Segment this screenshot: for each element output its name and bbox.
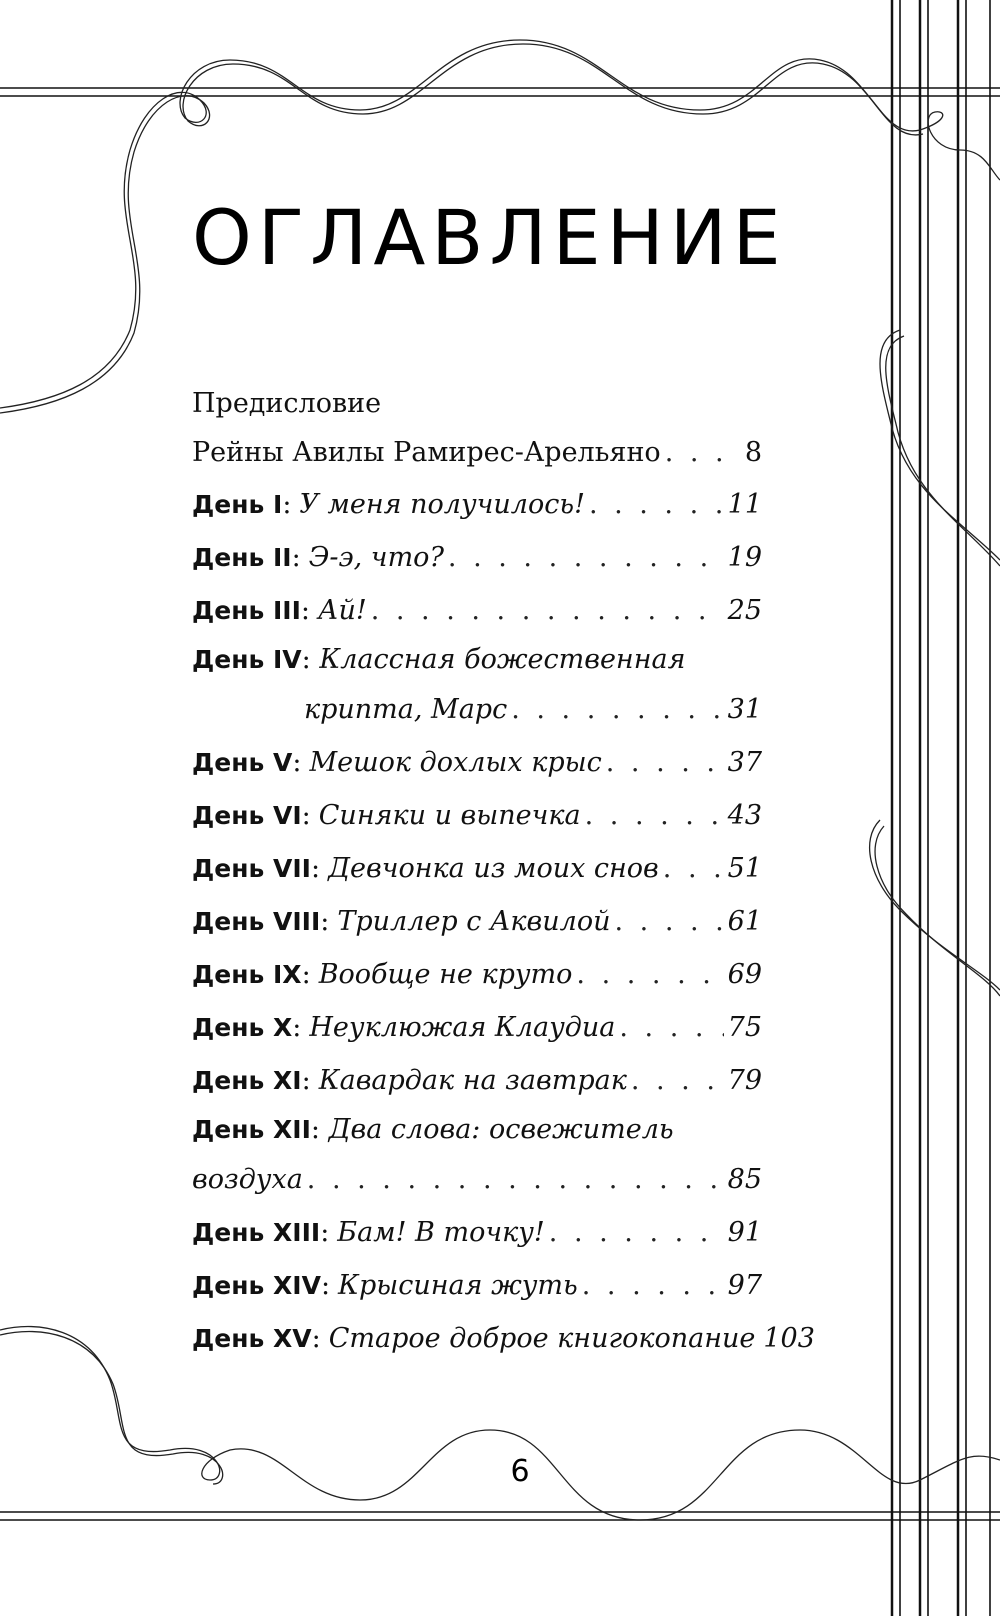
chapter-title: У меня получилось! [299, 489, 585, 520]
page-ref: 51 [727, 853, 762, 884]
page-ref: 8 [744, 437, 762, 468]
page-ref: 79 [727, 1065, 762, 1096]
chapter-title: Два слова: освежитель [328, 1114, 674, 1145]
preface-heading: Предисловие [192, 388, 382, 419]
day-label: День XI [192, 1066, 302, 1095]
leader-dots [665, 428, 741, 478]
day-label: День VII [192, 854, 311, 883]
page-title: ОГЛАВЛЕНИЕ [192, 193, 787, 282]
toc-entry[interactable]: День X : Неуклюжая Клаудиа . . . 75 [192, 1001, 762, 1054]
leader-dots [663, 842, 724, 895]
toc-entry[interactable]: День XV : Старое доброе книгокопание 103 [192, 1312, 762, 1365]
leader-dots [371, 584, 724, 637]
leader-dots [589, 478, 724, 531]
chapter-title: Мешок дохлых крыс [309, 747, 602, 778]
chapter-title: Синяки и выпечка [318, 800, 581, 831]
chapter-title: Триллер с Аквилой [337, 906, 611, 937]
toc-entry[interactable]: День XI : Кавардак на завтрак . . . 79 [192, 1054, 762, 1107]
page-ref: 91 [727, 1217, 762, 1248]
chapter-title: Бам! В точку! [337, 1217, 545, 1248]
chapter-title: Крысиная жуть [338, 1270, 578, 1301]
day-label: День VI [192, 801, 302, 830]
leader-dots [448, 531, 724, 584]
chapter-title: Классная божественная [319, 644, 686, 675]
page-ref: 37 [727, 747, 762, 778]
chapter-title-continued: воздуха [192, 1164, 303, 1195]
chapter-title: Кавардак на завтрак [318, 1065, 627, 1096]
toc-entry[interactable]: День XIV : Крысиная жуть . . . 97 [192, 1259, 762, 1312]
toc-entry-wrapped-first-line[interactable]: День XII: Два слова: освежитель [192, 1114, 674, 1145]
day-label: День II [192, 543, 292, 572]
leader-dots [619, 1001, 723, 1054]
leader-dots [307, 1153, 724, 1206]
toc-entry[interactable]: День III : Ай! . . . 25 [192, 584, 762, 637]
leader-dots [582, 1259, 724, 1312]
toc-entry[interactable]: День VI : Синяки и выпечка . . . 43 [192, 789, 762, 842]
day-label: День III [192, 596, 301, 625]
leader-dots [631, 1054, 724, 1107]
page-ref: 61 [727, 906, 762, 937]
leader-dots [606, 736, 724, 789]
toc-entry[interactable]: День XIII : Бам! В точку! . . . 91 [192, 1206, 762, 1259]
toc-entry-wrapped-second-line[interactable] [192, 1153, 762, 1206]
day-label: День VIII [192, 907, 321, 936]
toc-entry[interactable]: День VIII : Триллер с Аквилой . . . 61 [192, 895, 762, 948]
page-ref: 75 [727, 1012, 762, 1043]
chapter-title: Неуклюжая Клаудиа [309, 1012, 616, 1043]
day-label: День V [192, 748, 293, 777]
leader-dots [511, 683, 723, 736]
day-label: День I [192, 490, 283, 519]
day-label: День XIV [192, 1271, 321, 1300]
day-label: День XII [192, 1115, 311, 1144]
day-label: День IX [192, 960, 302, 989]
leader-dots [549, 1206, 724, 1259]
page-ref: 19 [727, 542, 762, 573]
toc-entry[interactable]: День V : Мешок дохлых крыс . . . 37 [192, 736, 762, 789]
page-ref: 43 [727, 800, 762, 831]
toc-entry-wrapped-first-line[interactable]: День IV: Классная божественная [192, 644, 686, 675]
leader-dots [615, 895, 724, 948]
page-ref: 25 [727, 595, 762, 626]
toc-entry[interactable]: День IX : Вообще не круто . . . 69 [192, 948, 762, 1001]
toc-entry[interactable]: День I : У меня получилось! . . . 11 [192, 478, 762, 531]
page-ref: 85 [727, 1164, 762, 1195]
chapter-title: Вообще не круто [318, 959, 573, 990]
page-ref: 103 [763, 1323, 815, 1354]
leader-dots [576, 948, 723, 1001]
page-ref: 11 [727, 489, 762, 520]
table-of-contents [192, 380, 815, 1365]
toc-entry[interactable]: День II : Э-э, что? . . . 19 [192, 531, 762, 584]
day-label: День IV [192, 645, 302, 674]
toc-entry-preface[interactable] [192, 428, 762, 478]
preface-author: Рейны Авилы Рамирес-Арельяно [192, 437, 661, 468]
chapter-title-continued: крипта, Марс [304, 694, 508, 725]
chapter-title: Ай! [318, 595, 367, 626]
page-ref: 31 [727, 694, 762, 725]
day-label: День X [192, 1013, 293, 1042]
page-ref: 69 [727, 959, 762, 990]
chapter-title: Э-э, что? [308, 542, 444, 573]
chapter-title: Девчонка из моих снов [328, 853, 659, 884]
page-number: 6 [510, 1454, 530, 1489]
day-label: День XV [192, 1324, 312, 1353]
toc-entry[interactable]: День VII : Девчонка из моих снов . . . 51 [192, 842, 762, 895]
page-ref: 97 [727, 1270, 762, 1301]
toc-entry-wrapped-second-line[interactable] [192, 683, 762, 736]
day-label: День XIII [192, 1218, 321, 1247]
leader-dots [585, 789, 724, 842]
chapter-title: Старое доброе книгокопание [328, 1323, 756, 1354]
